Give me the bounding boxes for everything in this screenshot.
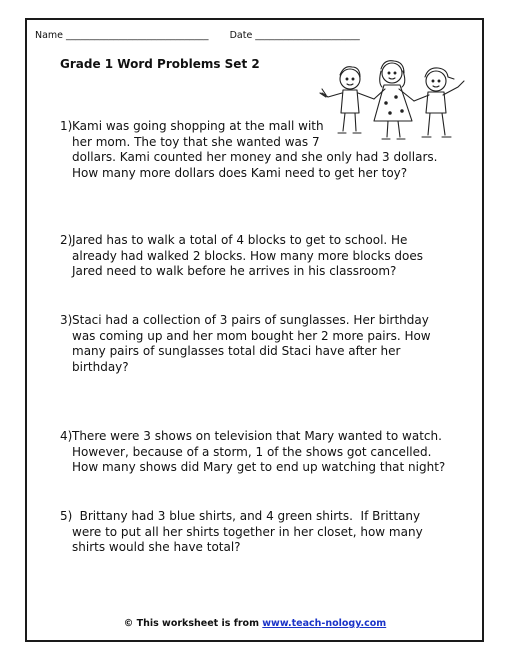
word-problem-1 (60, 119, 438, 181)
worksheet-title: Grade 1 Word Problems Set 2 (60, 57, 260, 71)
problem-line: How many shows did Mary get to end up watching that night? (72, 460, 446, 475)
problem-number: 4) (60, 429, 73, 443)
word-problem-3 (62, 313, 442, 375)
problem-number: 1) (60, 119, 73, 133)
problem-line: Staci had a collection of 3 pairs of sunglasses. Her birthday (72, 313, 429, 327)
problem-line: There were 3 shows on television that Mary wanted to watch. (72, 429, 442, 443)
children-walking-illustration (318, 55, 478, 150)
word-problem-4 (62, 429, 452, 476)
problem-line: many pairs of sunglasses total did Staci have after her (72, 344, 401, 359)
problem-line: Jared has to walk a total of 4 blocks to get to school. He (72, 233, 408, 247)
problem-line: birthday? (72, 359, 129, 374)
problem-line: Jared need to walk before he arrives in his classroom? (72, 264, 397, 279)
problem-line: her mom. The toy that she wanted was 7 (72, 134, 320, 149)
footer-credit (0, 618, 510, 629)
word-problem-2 (62, 233, 442, 280)
footer-text: © This worksheet is from (123, 618, 263, 629)
problem-line: was coming up and her mom bought her 2 more pairs. How (72, 328, 431, 343)
problem-line: Kami was going shopping at the mall with (72, 119, 324, 133)
problem-line: Brittany had 3 blue shirts, and 4 green shirts. If Brittany (72, 509, 421, 523)
problem-line: shirts would she have total? (72, 540, 241, 555)
problem-line: dollars. Kami counted her money and she only had 3 dollars. (72, 150, 438, 165)
name-field: Name ______________________________ (35, 30, 209, 41)
problem-line: already had walked 2 blocks. How many more blocks does (72, 248, 423, 263)
footer-link[interactable]: www.teach-nology.com (262, 618, 387, 629)
problem-line: However, because of a storm, 1 of the shows got cancelled. (72, 444, 432, 459)
problem-number: 5) (60, 509, 73, 523)
word-problem-5 (62, 509, 452, 556)
problem-line: How many more dollars does Kami need to get her toy? (72, 165, 408, 180)
header-line (35, 30, 360, 41)
problem-number: 2) (60, 233, 73, 247)
problem-number: 3) (60, 313, 73, 327)
problem-line: were to put all her shirts together in her closet, how many (72, 524, 423, 539)
date-field: Date ______________________ (229, 30, 360, 41)
